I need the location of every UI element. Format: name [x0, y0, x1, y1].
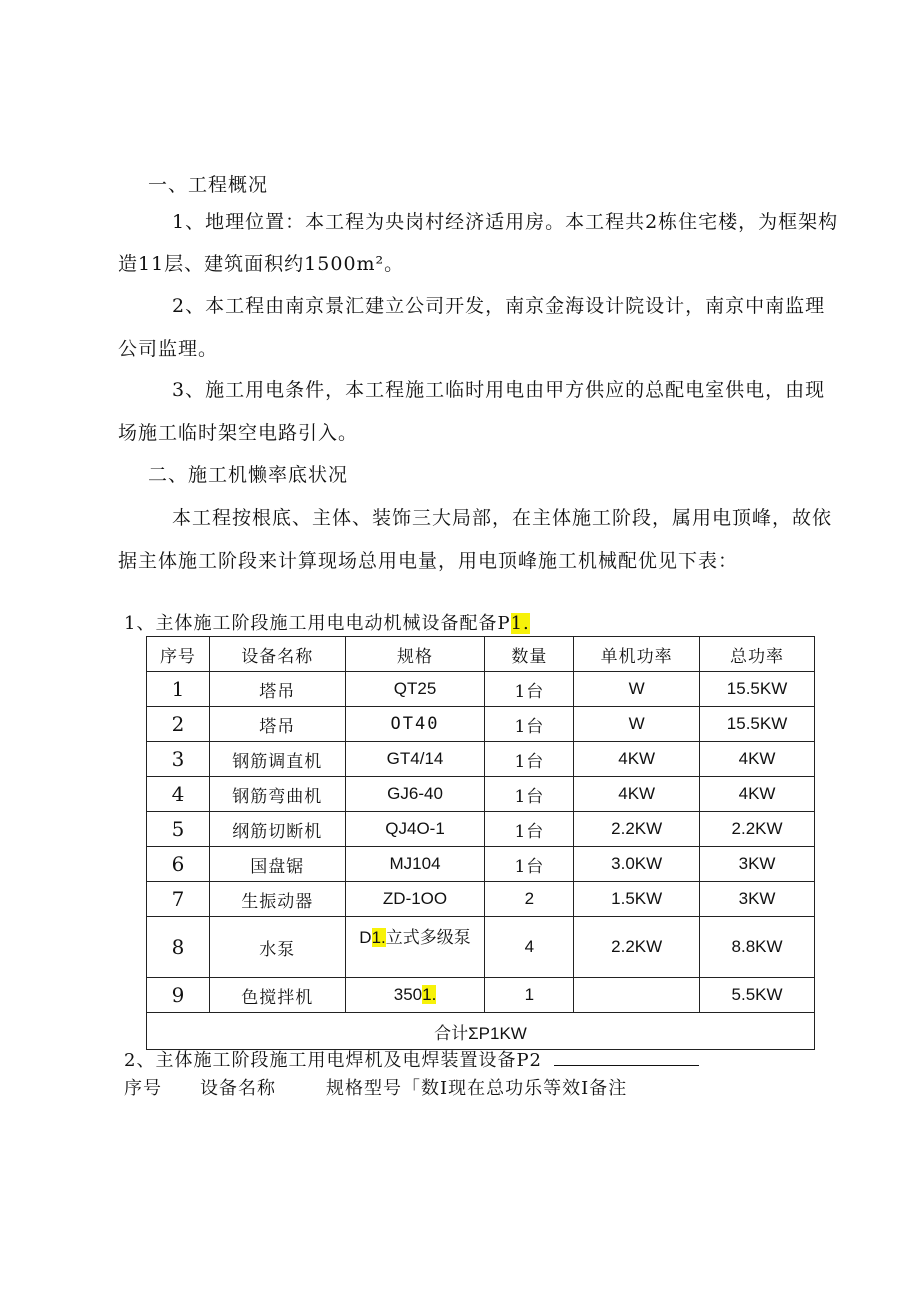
- row-qty: 1台: [485, 672, 574, 707]
- row-name: 生振动器: [209, 882, 345, 917]
- header-unit-power: 单机功率: [574, 637, 700, 672]
- row-total-power: 3KW: [700, 847, 815, 882]
- row-qty: 4: [485, 917, 574, 978]
- caption-underline: [554, 1051, 699, 1066]
- table-total: 合计ΣP1KW: [147, 1013, 815, 1050]
- row-spec: OT40: [345, 707, 485, 742]
- row-spec: GJ6-40: [345, 777, 485, 812]
- row-total-power: 8.8KW: [700, 917, 815, 978]
- table-1-caption-highlight: 1.: [510, 613, 530, 634]
- row-total-power: 15.5KW: [700, 707, 815, 742]
- row-unit-power: 3.0KW: [574, 847, 700, 882]
- row-name: 色搅拌机: [209, 978, 345, 1013]
- row-unit-power: 2.2KW: [574, 812, 700, 847]
- header-spec: 规格: [345, 637, 485, 672]
- row-unit-power: W: [574, 707, 700, 742]
- paragraph-3-line-2: 场施工临时架空电路引入。: [118, 422, 359, 444]
- row-total-power: 4KW: [700, 777, 815, 812]
- row-no: 7: [147, 882, 210, 917]
- row-total-power: 5.5KW: [700, 978, 815, 1013]
- row-spec: MJ104: [345, 847, 485, 882]
- row-spec: QJ4O-1: [345, 812, 485, 847]
- row-name: 钢筋弯曲机: [209, 777, 345, 812]
- paragraph-2-line-1: 2、本工程由南京景汇建立公司开发，南京金海设计院设计，南京中南监理: [172, 295, 826, 317]
- row-unit-power: 2.2KW: [574, 917, 700, 978]
- row-no: 6: [147, 847, 210, 882]
- table-1-caption: [124, 609, 530, 635]
- row-qty: 2: [485, 882, 574, 917]
- row-no: 9: [147, 978, 210, 1013]
- row-spec: ZD-1OO: [345, 882, 485, 917]
- header-no: 序号: [147, 637, 210, 672]
- header-qty: 数量: [485, 637, 574, 672]
- row-name: 塔吊: [209, 672, 345, 707]
- table-row: [147, 917, 815, 978]
- row-spec: [345, 978, 485, 1013]
- table-row: [147, 847, 815, 882]
- paragraph-1-line-1: 1、地理位置：本工程为央岗村经济适用房。本工程共2栋住宅楼，为框架构: [172, 211, 839, 233]
- row-unit-power: [574, 978, 700, 1013]
- row-name: 水泵: [209, 917, 345, 978]
- row-spec-prefix: 350: [393, 985, 423, 1004]
- row-no: 2: [147, 707, 210, 742]
- table-2-header-name: 设备名称: [200, 1078, 276, 1099]
- row-total-power: 15.5KW: [700, 672, 815, 707]
- table-row: [147, 742, 815, 777]
- table-2-caption: [124, 1046, 699, 1072]
- table-row: [147, 672, 815, 707]
- row-spec: [345, 917, 485, 978]
- row-spec: GT4/14: [345, 742, 485, 777]
- header-total-power: 总功率: [700, 637, 815, 672]
- row-qty: 1台: [485, 812, 574, 847]
- row-name: 国盘锯: [209, 847, 345, 882]
- row-name: 塔吊: [209, 707, 345, 742]
- table-2-header: [124, 1074, 627, 1100]
- row-qty: 1: [485, 978, 574, 1013]
- row-unit-power: W: [574, 672, 700, 707]
- paragraph-4-line-1: 本工程按根底、主体、装饰三大局部，在主体施工阶段，属用电顶峰，故依: [172, 507, 833, 529]
- row-name: 纲筋切断机: [209, 812, 345, 847]
- row-spec-highlight: 1.: [371, 928, 386, 947]
- table-row: [147, 882, 815, 917]
- paragraph-3-line-1: 3、施工用电条件，本工程施工临时用电由甲方供应的总配电室供电，由现: [172, 379, 826, 401]
- equipment-table: [146, 636, 815, 1050]
- row-no: 4: [147, 777, 210, 812]
- table-header-row: [147, 637, 815, 672]
- table-row: [147, 978, 815, 1013]
- row-qty: 1台: [485, 847, 574, 882]
- table-1-caption-text: 1、主体施工阶段施工用电电动机械设备配备P: [124, 613, 511, 634]
- row-spec-prefix: D: [359, 928, 372, 947]
- table-row: [147, 777, 815, 812]
- row-no: 5: [147, 812, 210, 847]
- section-2-title: 二、施工机懒率底状况: [148, 464, 349, 486]
- table-row: [147, 707, 815, 742]
- row-total-power: 3KW: [700, 882, 815, 917]
- row-spec-suffix: 立式多级泵: [385, 928, 471, 948]
- row-spec-highlight: 1.: [422, 985, 437, 1004]
- table-row: [147, 812, 815, 847]
- row-unit-power: 4KW: [574, 777, 700, 812]
- header-name: 设备名称: [209, 637, 345, 672]
- row-total-power: 2.2KW: [700, 812, 815, 847]
- table-total-row: [147, 1013, 815, 1050]
- paragraph-1-line-2: 造11层、建筑面积约1500m²。: [118, 253, 405, 275]
- row-no: 1: [147, 672, 210, 707]
- row-no: 3: [147, 742, 210, 777]
- row-unit-power: 1.5KW: [574, 882, 700, 917]
- table-2-header-rest: 规格型号「数I现在总功乐等效I备注: [326, 1078, 628, 1099]
- row-no: 8: [147, 917, 210, 978]
- table-2-caption-text: 2、主体施工阶段施工用电焊机及电焊装置设备P2: [124, 1050, 543, 1071]
- paragraph-4-line-2: 据主体施工阶段来计算现场总用电量，用电顶峰施工机械配优见下表：: [118, 550, 739, 572]
- row-unit-power: 4KW: [574, 742, 700, 777]
- row-spec: QT25: [345, 672, 485, 707]
- paragraph-2-line-2: 公司监理。: [118, 338, 219, 360]
- row-qty: 1台: [485, 742, 574, 777]
- table-2-header-no: 序号: [124, 1078, 162, 1099]
- row-qty: 1台: [485, 707, 574, 742]
- row-qty: 1台: [485, 777, 574, 812]
- row-name: 钢筋调直机: [209, 742, 345, 777]
- row-total-power: 4KW: [700, 742, 815, 777]
- section-1-title: 一、工程概况: [148, 174, 269, 196]
